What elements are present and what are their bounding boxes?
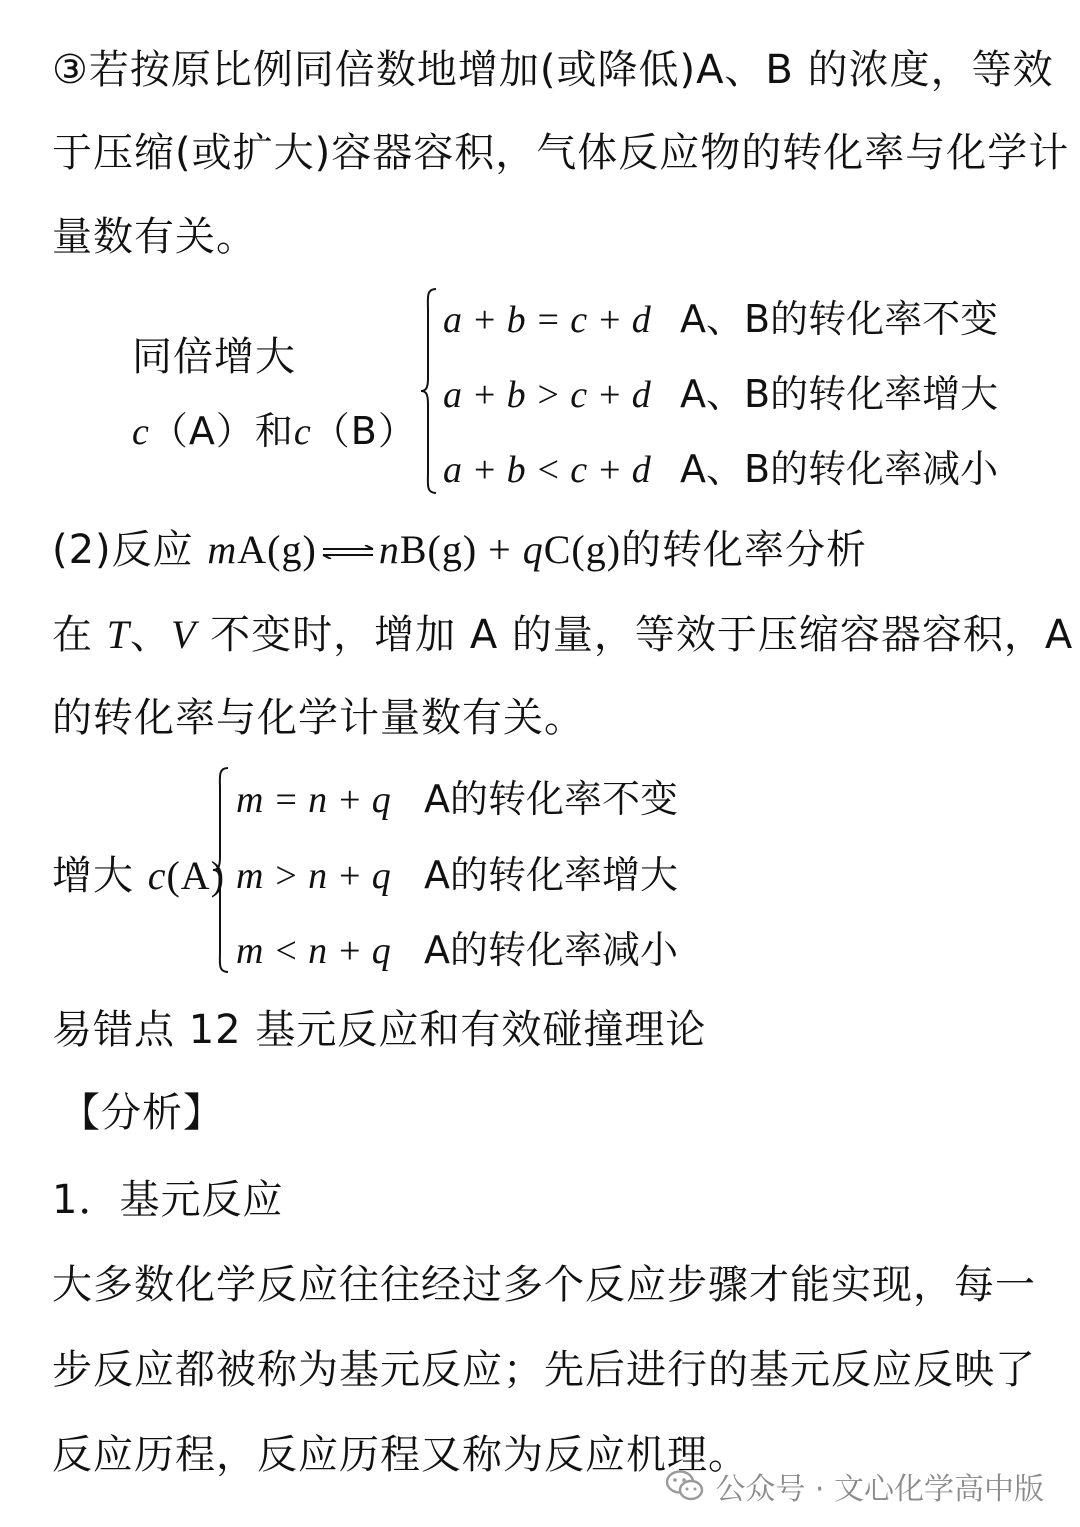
case1-left-concentrations: c（A）和c（B） [132, 409, 417, 453]
para2-line2: 的转化率与化学计量数有关。 [52, 695, 585, 741]
body-line3: 反应历程，反应历程又称为反应机理。 [52, 1432, 749, 1478]
case1-row-greater: a + b > c + d A、B的转化率增大 [443, 372, 999, 416]
case2-row-greater: m > n + q A的转化率增大 [236, 853, 678, 897]
watermark-text: 公众号 · 文心化学高中版 [715, 1472, 1044, 1507]
reaction2-heading: (2)反应 mA(g) nB(g) + qC(g)的转化率分析 [52, 527, 868, 573]
equilibrium-arrow-icon [321, 545, 375, 559]
case1-row-equal: a + b = c + d A、B的转化率不变 [443, 297, 999, 341]
case1-row-less: a + b < c + d A、B的转化率减小 [443, 447, 999, 491]
case2-row-less: m < n + q A的转化率减小 [236, 928, 678, 972]
para1-line3: 量数有关。 [52, 214, 257, 260]
case2-row-equal: m = n + q A的转化率不变 [236, 777, 678, 821]
watermark [665, 1464, 1044, 1508]
case2-left-label: 增大 c(A) [52, 853, 226, 899]
analysis-label: 【分析】 [60, 1090, 224, 1136]
para1-line2: 于压缩(或扩大)容器容积，气体反应物的转化率与化学计 [52, 130, 1070, 176]
body-line1: 大多数化学反应往往经过多个反应步骤才能实现，每一 [52, 1262, 1036, 1308]
wechat-icon [665, 1469, 705, 1503]
item1-heading: 1．基元反应 [52, 1177, 284, 1223]
para1-line1: ③若按原比例同倍数地增加(或降低)A、B 的浓度，等效 [52, 47, 1054, 93]
para2-line1: 在 T、V 不变时，增加 A 的量，等效于压缩容器容积，A [52, 612, 1074, 658]
case2-brace [210, 765, 232, 975]
case1-left-label: 同倍增大 [132, 334, 296, 380]
body-line2: 步反应都被称为基元反应；先后进行的基元反应反映了 [52, 1347, 1036, 1393]
case1-brace [418, 286, 440, 496]
section-title: 易错点 12 基元反应和有效碰撞理论 [52, 1007, 707, 1053]
